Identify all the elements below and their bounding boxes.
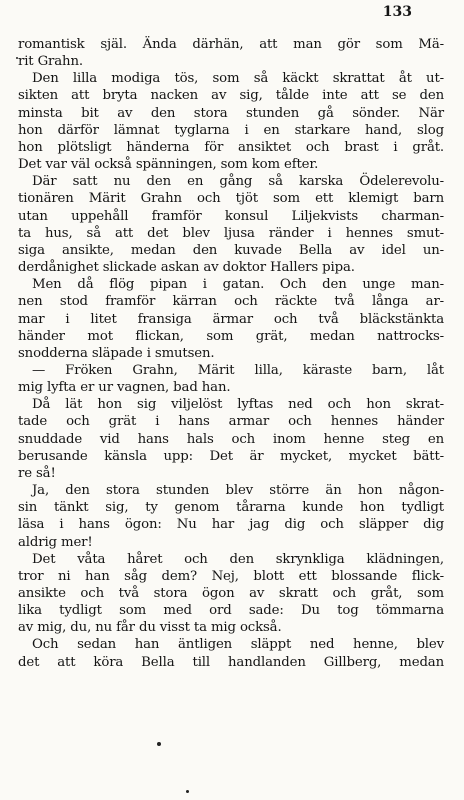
text-line: lika tydligt som med ord sade: Du tog tömmarna bbox=[18, 603, 444, 619]
text-line: Det våta håret och den skrynkliga klädningen, bbox=[32, 551, 444, 567]
text-line: aldrig mer! bbox=[18, 534, 93, 550]
text-line: hon därför lämnat tyglarna i en starkare hand, slog bbox=[18, 122, 444, 138]
page-number: 133 bbox=[382, 4, 412, 20]
text-line: mig lyfta er ur vagnen, bad han. bbox=[18, 380, 231, 396]
text-line: derdånighet slickade askan av doktor Hallers pipa. bbox=[18, 260, 355, 276]
text-line: Det var väl också spänningen, som kom efter. bbox=[18, 157, 319, 173]
text-line: Den lilla modiga tös, som så käckt skrattat åt ut- bbox=[32, 71, 444, 87]
text-line: minsta bit av den stora stunden gå sönder. När bbox=[18, 105, 444, 121]
text-line: rit Grahn. bbox=[18, 54, 83, 70]
text-line: tror ni han såg dem? Nej, blott ett blossande flick- bbox=[18, 568, 444, 584]
ink-speck bbox=[186, 790, 189, 793]
ink-speck bbox=[16, 57, 18, 59]
text-line: tionären Märit Grahn och tjöt som ett klemigt barn bbox=[18, 191, 444, 207]
body-text bbox=[18, 36, 444, 671]
text-line: ansikte och två stora ögon av skratt och gråt, som bbox=[18, 586, 444, 601]
text-line: ta hus, så att det blev ljusa ränder i hennes smut- bbox=[18, 225, 444, 241]
text-line: romantisk själ. Ända därhän, att man gör som Mä- bbox=[18, 37, 444, 52]
text-line: — Fröken Grahn, Märit lilla, käraste barn, låt bbox=[32, 362, 444, 378]
text-line: läsa i hans ögon: Nu har jag dig och släpper dig bbox=[18, 517, 444, 533]
text-line: Då lät hon sig viljelöst lyftas ned och hon skrat- bbox=[32, 397, 444, 413]
text-line: Ja, den stora stunden blev större än hon någon- bbox=[32, 483, 444, 499]
text-line: Där satt nu den en gång så karska Ödelerevolu- bbox=[32, 174, 444, 190]
text-line: siga ansikte, medan den kuvade Bella av idel un- bbox=[18, 242, 444, 258]
text-line: utan uppehåll framför konsul Liljekvists charman- bbox=[18, 208, 444, 224]
text-line: sikten att bryta nacken av sig, tålde inte att se den bbox=[18, 88, 444, 104]
text-line: Men då flög pipan i gatan. Och den unge man- bbox=[32, 277, 444, 293]
text-line: nen stod framför kärran och räckte två långa ar- bbox=[18, 294, 444, 310]
text-line: snodderna släpade i smutsen. bbox=[18, 345, 215, 361]
ink-speck bbox=[157, 742, 161, 746]
text-line: Och sedan han äntligen släppt ned henne, blev bbox=[32, 637, 444, 653]
text-line: händer mot flickan, som grät, medan nattrocks- bbox=[18, 328, 444, 344]
text-line: det att köra Bella till handlanden Gillberg, medan bbox=[18, 654, 444, 670]
text-line: re så! bbox=[18, 465, 56, 481]
text-line: sin tänkt sig, ty genom tårarna kunde hon tydligt bbox=[18, 500, 444, 516]
text-line: berusande känsla upp: Det är mycket, mycket bätt- bbox=[18, 448, 444, 464]
text-line: hon plötsligt händerna för ansiktet och brast i gråt. bbox=[18, 139, 444, 155]
text-line: snuddade vid hans hals och inom henne steg en bbox=[18, 431, 444, 447]
text-line: mar i litet fransiga ärmar och två bläckstänkta bbox=[18, 311, 444, 327]
text-line: av mig, du, nu får du visst ta mig också. bbox=[18, 620, 282, 636]
text-line: tade och grät i hans armar och hennes händer bbox=[18, 414, 444, 430]
